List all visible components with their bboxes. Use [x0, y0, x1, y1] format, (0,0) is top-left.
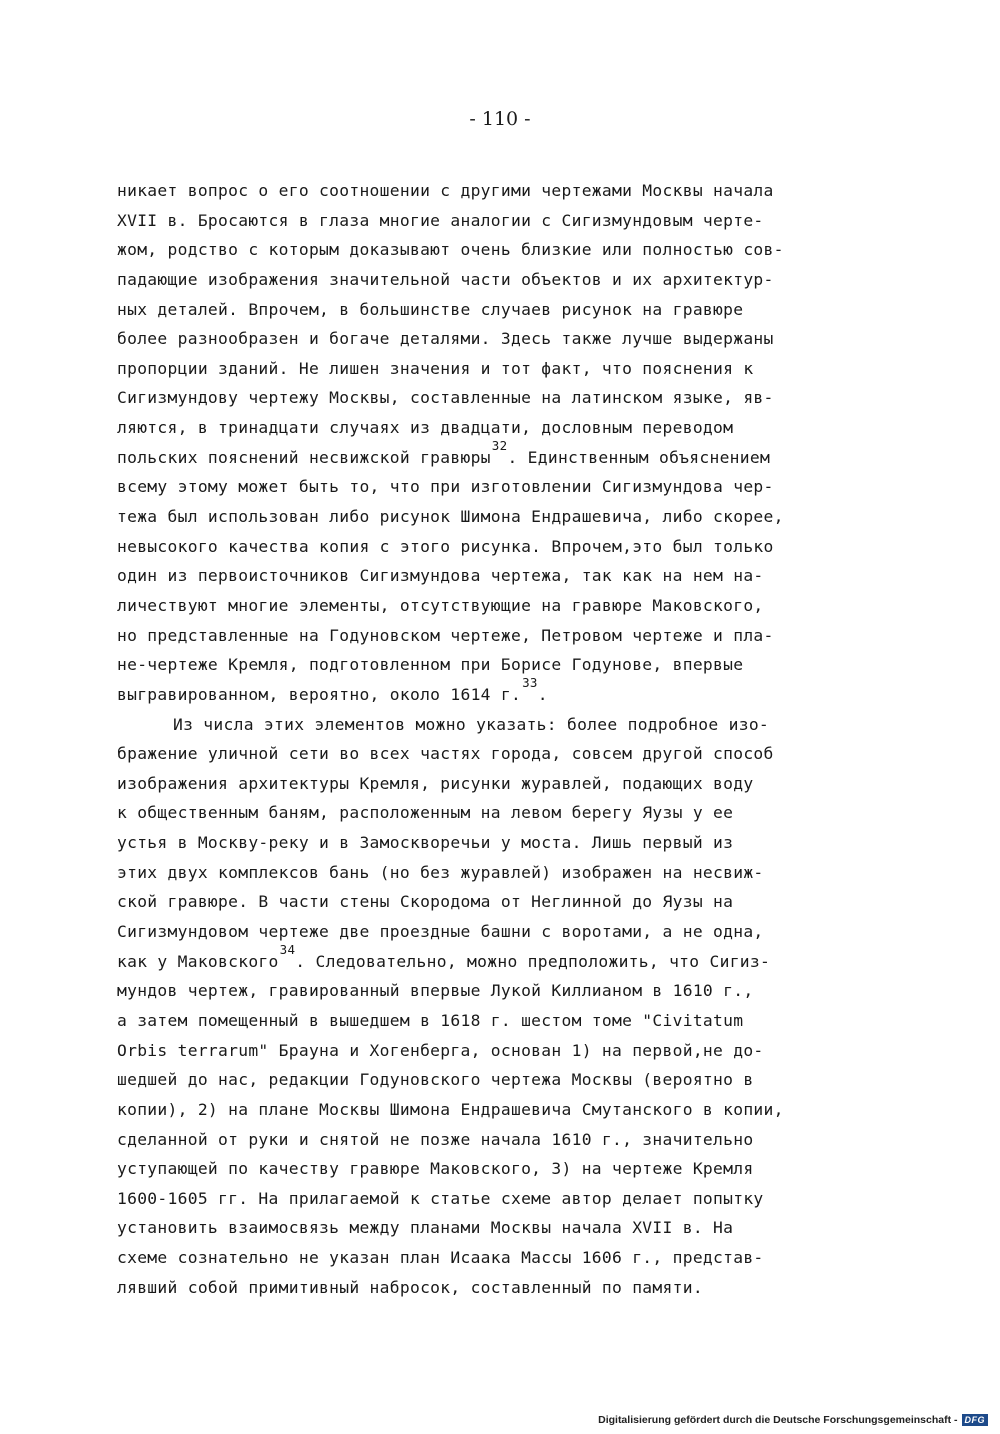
- text-line: [117, 295, 907, 325]
- line-text: к общественным баням, расположенным на левом берегу Яузы у ее: [117, 803, 734, 823]
- line-text: невысокого качества копия с этого рисунка. Впрочем,это был только: [117, 536, 774, 556]
- line-text: один из первоисточников Сигизмундова чертежа, так как на нем на-: [117, 566, 764, 586]
- line-text: лявший собой примитивный набросок, составленный по памяти.: [117, 1277, 703, 1297]
- text-line: [117, 1273, 907, 1303]
- text-line: [117, 621, 907, 651]
- line-text: ных деталей. Впрочем, в большинстве случаев рисунок на гравюре: [117, 299, 744, 319]
- line-text: тежа был использован либо рисунок Шимона Ендрашевича, либо скорее,: [117, 507, 784, 527]
- line-text: схеме сознательно не указан план Исаака Массы 1606 г., представ-: [117, 1248, 764, 1268]
- line-text: XVII в. Бросаются в глаза многие аналогии с Сигизмундовым черте-: [117, 210, 764, 230]
- text-line: [117, 1095, 907, 1125]
- text-line: [117, 917, 907, 947]
- line-text: более разнообразен и богаче деталями. Здесь также лучше выдержаны: [117, 329, 774, 349]
- text-line: [117, 437, 907, 473]
- text-line: [117, 383, 907, 413]
- body-text: [117, 176, 907, 1302]
- line-text: . Следовательно, можно предположить, что Сигиз-: [295, 951, 771, 971]
- line-text: уступающей по качеству гравюре Маковского, 3) на чертеже Кремля: [117, 1159, 754, 1179]
- line-text: сделанной от руки и снятой не позже начала 1610 г., значительно: [117, 1129, 754, 1149]
- line-text: жом, родство с которым доказывают очень близкие или полностью сов-: [117, 240, 784, 260]
- line-text: изображения архитектуры Кремля, рисунки журавлей, подающих воду: [117, 773, 754, 793]
- line-text: бражение уличной сети во всех частях города, совсем другой способ: [117, 744, 774, 764]
- text-line: [117, 1184, 907, 1214]
- text-line: [117, 1243, 907, 1273]
- line-text: никает вопрос о его соотношении с другими чертежами Москвы начала: [117, 181, 774, 200]
- line-text: установить взаимосвязь между планами Москвы начала XVII в. На: [117, 1218, 734, 1238]
- line-text: ляются, в тринадцати случаях из двадцати, дословным переводом: [117, 418, 734, 438]
- line-text: как у Маковского: [117, 951, 279, 971]
- footnote-ref: 32: [491, 437, 508, 453]
- page-number: - 110 -: [469, 108, 531, 130]
- text-line: [117, 265, 907, 295]
- line-text: а затем помещенный в вышедшем в 1618 г. шестом томе "Civitatum: [117, 1010, 744, 1030]
- line-text: польских пояснений несвижской гравюры: [117, 447, 491, 467]
- line-text: этих двух комплексов бань (но без журавлей) изображен на несвиж-: [117, 862, 764, 882]
- text-line: [117, 502, 907, 532]
- text-line: [117, 1213, 907, 1243]
- line-text: копии), 2) на плане Москвы Шимона Ендрашевича Смутанского в копии,: [117, 1099, 784, 1119]
- text-line: [117, 650, 907, 680]
- line-text: всему этому может быть то, что при изготовлении Сигизмундова чер-: [117, 477, 774, 497]
- text-line: [117, 354, 907, 384]
- text-line: [117, 769, 907, 799]
- line-text: Сигизмундову чертежу Москвы, составленные на латинском языке, яв-: [117, 388, 774, 408]
- text-line: [117, 1065, 907, 1095]
- footnote-ref: 33: [522, 674, 538, 690]
- line-text: устья в Москву-реку и в Замоскворечьи у моста. Лишь первый из: [117, 833, 734, 853]
- text-line: [117, 828, 907, 858]
- text-line: [117, 1036, 907, 1066]
- paragraph-1: [117, 176, 907, 710]
- text-line: [117, 739, 907, 769]
- text-line: [117, 324, 907, 354]
- text-line: [117, 1006, 907, 1036]
- line-text: .: [537, 684, 548, 704]
- text-line: [117, 976, 907, 1006]
- line-text: Из числа этих элементов можно указать: более подробное изо-: [173, 714, 770, 734]
- text-line: [117, 591, 907, 621]
- line-text: мундов чертеж, гравированный впервые Лукой Киллианом в 1610 г.,: [117, 981, 754, 1001]
- line-text: 1600-1605 гг. На прилагаемой к статье схеме автор делает попытку: [117, 1188, 764, 1208]
- text-line: [117, 206, 907, 236]
- line-text: Orbis terrarum" Брауна и Хогенберга, основан 1) на первой,не до-: [117, 1040, 764, 1060]
- text-line: [117, 858, 907, 888]
- line-text: но представленные на Годуновском чертеже, Петровом чертеже и пла-: [117, 625, 774, 645]
- dfg-logo: DFG: [962, 1414, 989, 1426]
- text-line: [117, 413, 907, 443]
- line-text: шедшей до нас, редакции Годуновского чертежа Москвы (вероятно в: [117, 1070, 754, 1090]
- line-text: Сигизмундовом чертеже две проездные башни с воротами, а не одна,: [117, 922, 764, 942]
- footer-credit: Digitalisierung gefördert durch die Deutsche Forschungsgemeinschaft -: [598, 1414, 958, 1426]
- text-line: [117, 532, 907, 562]
- footer: [598, 1414, 988, 1426]
- text-line: [117, 561, 907, 591]
- line-text: выгравированном, вероятно, около 1614 г.: [117, 684, 522, 704]
- line-text: личествуют многие элементы, отсутствующие на гравюре Маковского,: [117, 595, 764, 615]
- text-line: [117, 941, 907, 977]
- text-line: [117, 176, 907, 206]
- line-text: . Единственным объяснением: [507, 447, 771, 467]
- paragraph-2: [117, 710, 907, 1303]
- text-line: [117, 235, 907, 265]
- text-line: [117, 674, 907, 710]
- line-text: пропорции зданий. Не лишен значения и тот факт, что пояснения к: [117, 358, 754, 378]
- footnote-ref: 34: [279, 941, 296, 957]
- text-line: [117, 798, 907, 828]
- text-line: [117, 1154, 907, 1184]
- line-text: не-чертеже Кремля, подготовленном при Борисе Годунове, впервые: [117, 655, 744, 675]
- line-text: падающие изображения значительной части объектов и их архитектур-: [117, 269, 774, 289]
- text-line: [117, 710, 907, 740]
- text-line: [117, 887, 907, 917]
- text-line: [117, 472, 907, 502]
- text-line: [117, 1125, 907, 1155]
- line-text: ской гравюре. В части стены Скородома от Неглинной до Яузы на: [117, 892, 734, 912]
